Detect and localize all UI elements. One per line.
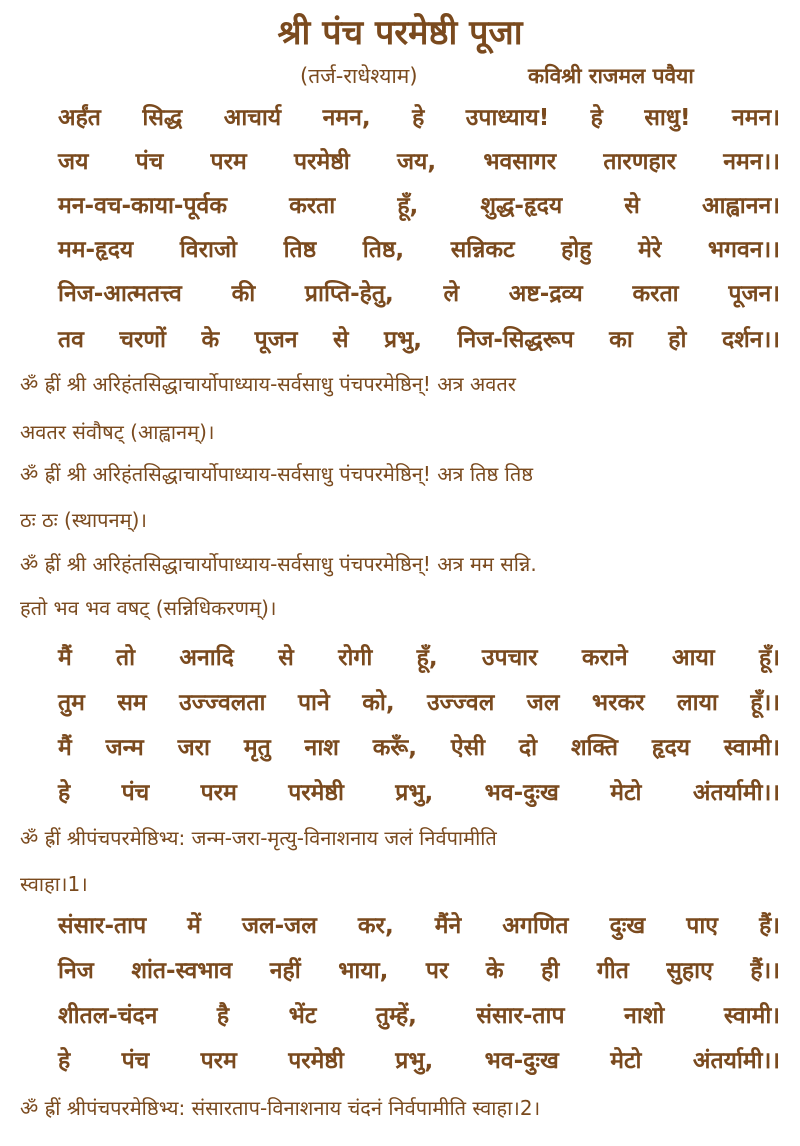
mantra-line: ॐ ह्रीं श्री अरिहंतसिद्धाचार्योपाध्याय-सर्वसाधु पंचपरमेष्ठिन्! अत्र अवतर bbox=[20, 372, 516, 396]
verse-line: संसार-ताप में जल-जल कर, मैंने अगणित दुःख पाए हैं। bbox=[58, 913, 780, 939]
mantra-line: ॐ ह्रीं श्रीपंचपरमेष्ठिभ्य: संसारताप-विनाशनाय चंदनं निर्वपामीति स्वाहा।2। bbox=[20, 1096, 541, 1120]
verse-line: तुम सम उज्ज्वलता पाने को, उज्ज्वल जल भरकर लाया हूँ।। bbox=[58, 690, 780, 716]
mantra-line: ॐ ह्रीं श्री अरिहंतसिद्धाचार्योपाध्याय-सर्वसाधु पंचपरमेष्ठिन्! अत्र तिष्ठ तिष्ठ bbox=[20, 462, 534, 486]
tune-label: (तर्ज-राधेश्याम) bbox=[300, 64, 418, 88]
mantra-line: अवतर संवौषट् (आह्वानम्)। bbox=[20, 420, 215, 444]
verse-line: निज शांत-स्वभाव नहीं भाया, पर के ही गीत सुहाए हैं।। bbox=[58, 958, 780, 984]
page-title: श्री पंच परमेष्ठी पूजा bbox=[277, 13, 523, 53]
mantra-line: ॐ ह्रीं श्री अरिहंतसिद्धाचार्योपाध्याय-सर्वसाधु पंचपरमेष्ठिन्! अत्र मम सन्नि. bbox=[20, 552, 537, 576]
verse-line: हे पंच परम परमेष्ठी प्रभु, भव-दुःख मेटो अंतर्यामी।। bbox=[58, 1048, 780, 1074]
verse-line: अर्हंत सिद्ध आचार्य नमन, हे उपाध्याय! हे साधु! नमन। bbox=[58, 105, 780, 131]
verse-line: मम-हृदय विराजो तिष्ठ तिष्ठ, सन्निकट होहु मेरे भगवन।। bbox=[58, 237, 780, 263]
poet-label: कविश्री राजमल पवैया bbox=[528, 64, 694, 88]
verse-line: मैं तो अनादि से रोगी हूँ, उपचार कराने आया हूँ। bbox=[58, 645, 780, 671]
verse-line: जय पंच परम परमेष्ठी जय, भवसागर तारणहार नमन।। bbox=[58, 149, 780, 175]
mantra-line: हतो भव भव वषट् (सन्निधिकरणम्)। bbox=[20, 596, 277, 620]
mantra-line: ॐ ह्रीं श्रीपंचपरमेष्ठिभ्य: जन्म-जरा-मृत्यु-विनाशनाय जलं निर्वपामीति bbox=[20, 826, 497, 850]
mantra-line: ठः ठः (स्थापनम्)। bbox=[20, 508, 147, 532]
verse-line: हे पंच परम परमेष्ठी प्रभु, भव-दुःख मेटो अंतर्यामी।। bbox=[58, 780, 780, 806]
verse-line: तव चरणों के पूजन से प्रभु, निज-सिद्धरूप का हो दर्शन।। bbox=[58, 327, 780, 353]
verse-line: निज-आत्मतत्त्व की प्राप्ति-हेतु, ले अष्ट-द्रव्य करता पूजन। bbox=[58, 281, 780, 307]
verse-line: शीतल-चंदन है भेंट तुम्हें, संसार-ताप नाशो स्वामी। bbox=[58, 1003, 780, 1029]
mantra-line: स्वाहा।1। bbox=[20, 872, 88, 896]
verse-line: मन-वच-काया-पूर्वक करता हूँ, शुद्ध-हृदय से आह्वानन। bbox=[58, 193, 780, 219]
verse-line: मैं जन्म जरा मृतु नाश करूँ, ऐसी दो शक्ति हृदय स्वामी। bbox=[58, 735, 780, 761]
